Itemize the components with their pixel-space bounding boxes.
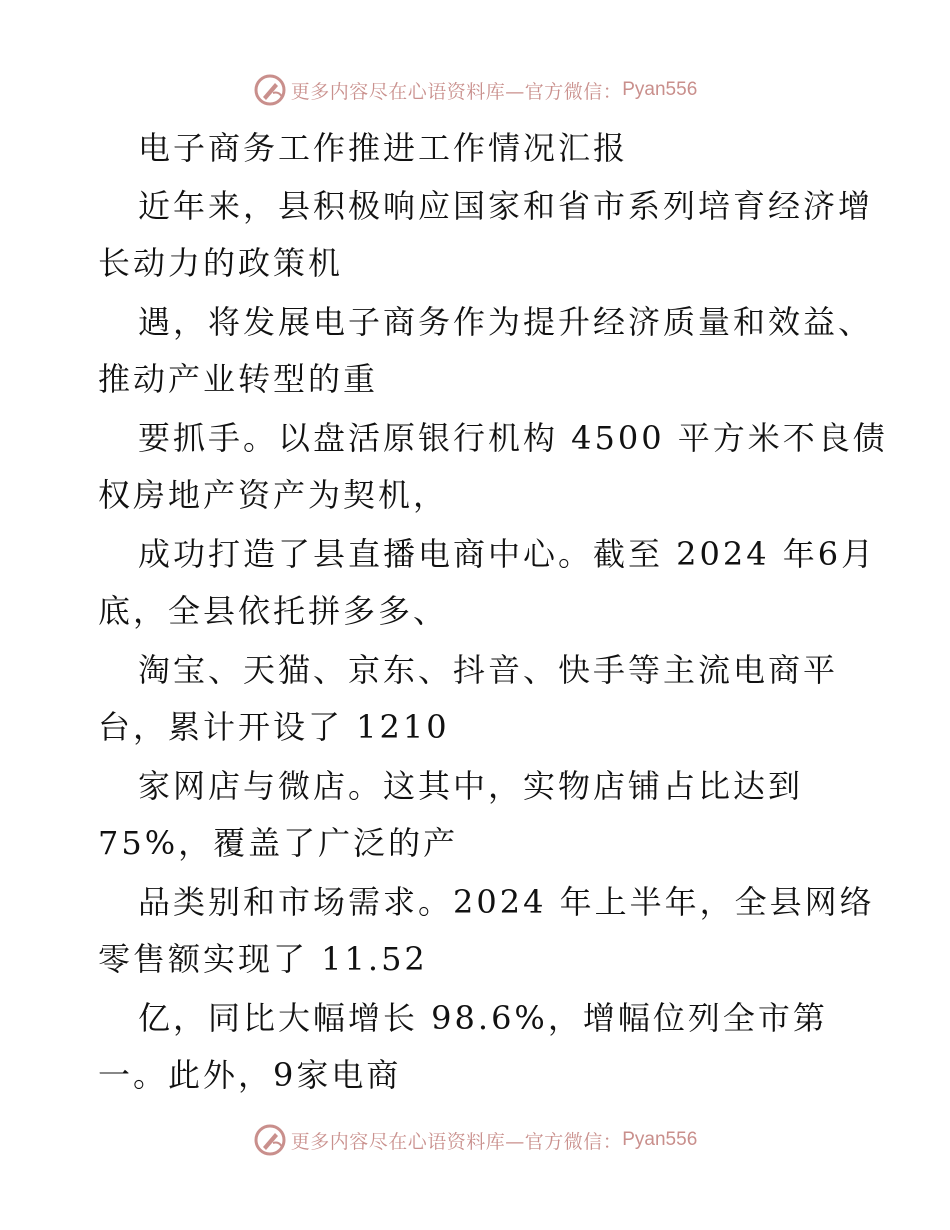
watermark-wechat-id: Pyan556 — [622, 79, 698, 100]
paragraph-line: 淘宝、天猫、京东、抖音、快手等主流电商平 — [138, 651, 839, 689]
watermark-wechat-id: Pyan556 — [622, 1129, 698, 1150]
paragraph-line: 一。此外，9家电商 — [98, 1056, 402, 1094]
logo-icon — [253, 73, 287, 107]
watermark-header — [0, 70, 950, 110]
paragraph-line: 长动力的政策机 — [98, 244, 344, 282]
paragraph-line: 台，累计开设了 1210 — [98, 708, 450, 746]
watermark-text: 更多内容尽在心语资料库—官方微信： — [290, 80, 623, 103]
paragraph-line: 近年来，县积极响应国家和省市系列培育经济增 — [138, 187, 874, 225]
paragraph-line: 权房地产资产为契机， — [98, 476, 449, 514]
paragraph-line: 品类别和市场需求。2024 年上半年，全县网络 — [138, 883, 875, 921]
paragraph-line: 要抓手。以盘活原银行机构 4500 平方米不良债 — [138, 419, 888, 457]
paragraph-line: 推动产业转型的重 — [98, 360, 379, 398]
logo-icon — [253, 1123, 287, 1157]
paragraph-line: 75%，覆盖了广泛的产 — [98, 824, 459, 862]
paragraph-line: 亿，同比大幅增长 98.6%，增幅位列全市第 — [138, 999, 828, 1037]
watermark-footer — [0, 1120, 950, 1160]
paragraph-line: 底，全县依托拼多多、 — [98, 592, 449, 630]
paragraph-line: 遇，将发展电子商务作为提升经济质量和效益、 — [138, 303, 874, 341]
paragraph-line: 成功打造了县直播电商中心。截至 2024 年6月 — [138, 535, 877, 573]
watermark-text: 更多内容尽在心语资料库—官方微信： — [290, 1130, 623, 1153]
document-title: 电子商务工作推进工作情况汇报 — [138, 129, 629, 167]
paragraph-line: 家网店与微店。这其中，实物店铺占比达到 — [138, 767, 804, 805]
paragraph-line: 零售额实现了 11.52 — [98, 940, 428, 978]
